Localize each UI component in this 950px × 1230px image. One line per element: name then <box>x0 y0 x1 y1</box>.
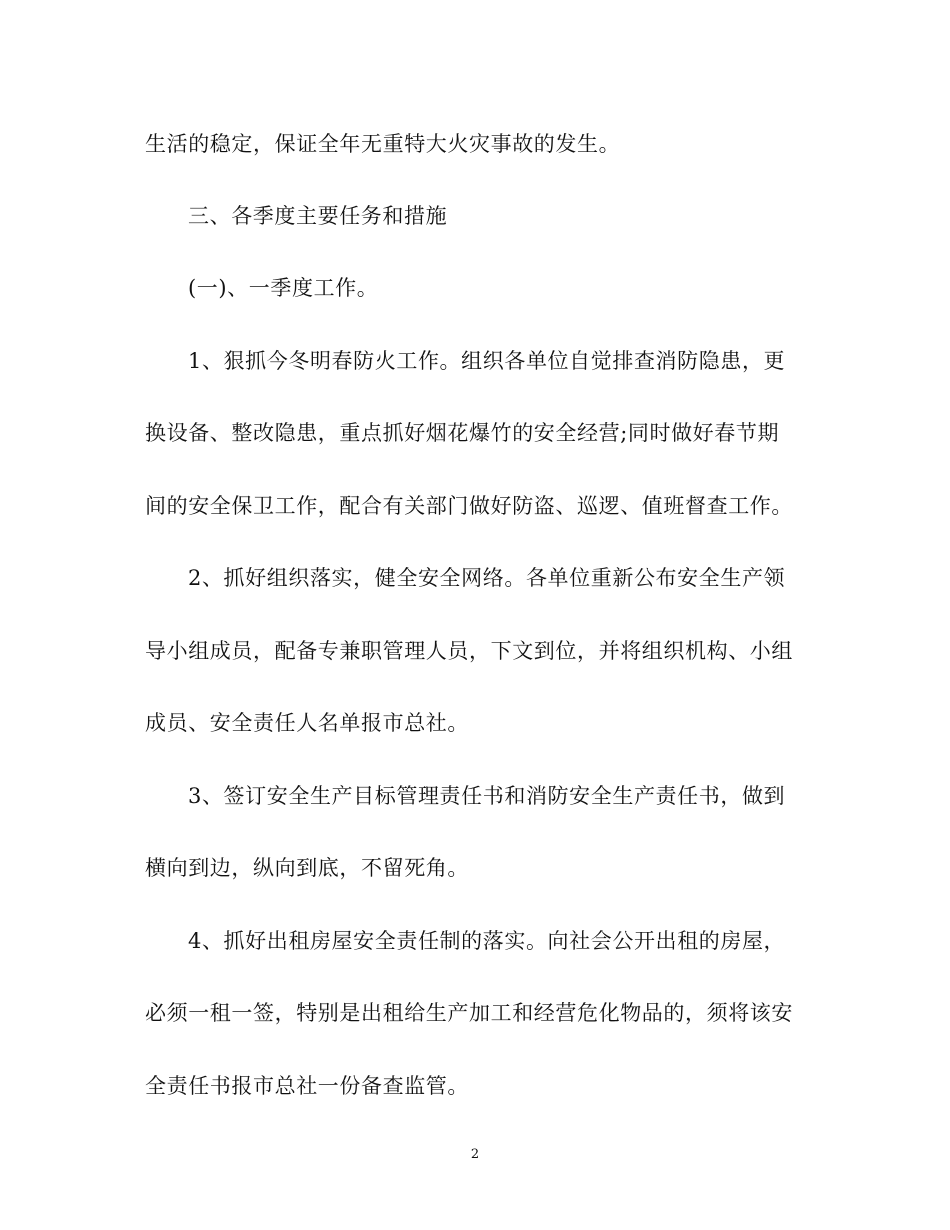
text-line: 换设备、整改隐患，重点抓好烟花爆竹的安全经营;同时做好春节期 <box>145 421 780 445</box>
text-line: 1、狠抓今冬明春防火工作。组织各单位自觉排查消防隐患，更 <box>188 349 786 373</box>
text-line: 导小组成员，配备专兼职管理人员，下文到位，并将组织机构、小组 <box>145 639 793 663</box>
text-line: 横向到边，纵向到底，不留死角。 <box>145 856 469 880</box>
text-line: 必须一租一签，特别是出租给生产加工和经营危化物品的，须将该安 <box>145 1001 793 1025</box>
text-line: 4、抓好出租房屋安全责任制的落实。向社会公开出租的房屋， <box>188 929 786 953</box>
subsection-heading: (一)、一季度工作。 <box>188 276 379 300</box>
page-number: 2 <box>470 1147 480 1162</box>
section-heading: 三、各季度主要任务和措施 <box>188 204 448 228</box>
text-line: 成员、安全责任人名单报市总社。 <box>145 711 469 735</box>
text-line: 2、抓好组织落实，健全安全网络。各单位重新公布安全生产领 <box>188 566 786 590</box>
text-line: 3、签订安全生产目标管理责任书和消防安全生产责任书，做到 <box>188 784 786 808</box>
text-line: 生活的稳定，保证全年无重特大火灾事故的发生。 <box>145 132 621 156</box>
text-line: 全责任书报市总社一份备查监管。 <box>145 1074 469 1098</box>
text-line: 间的安全保卫工作，配合有关部门做好防盗、巡逻、值班督查工作。 <box>145 494 793 518</box>
